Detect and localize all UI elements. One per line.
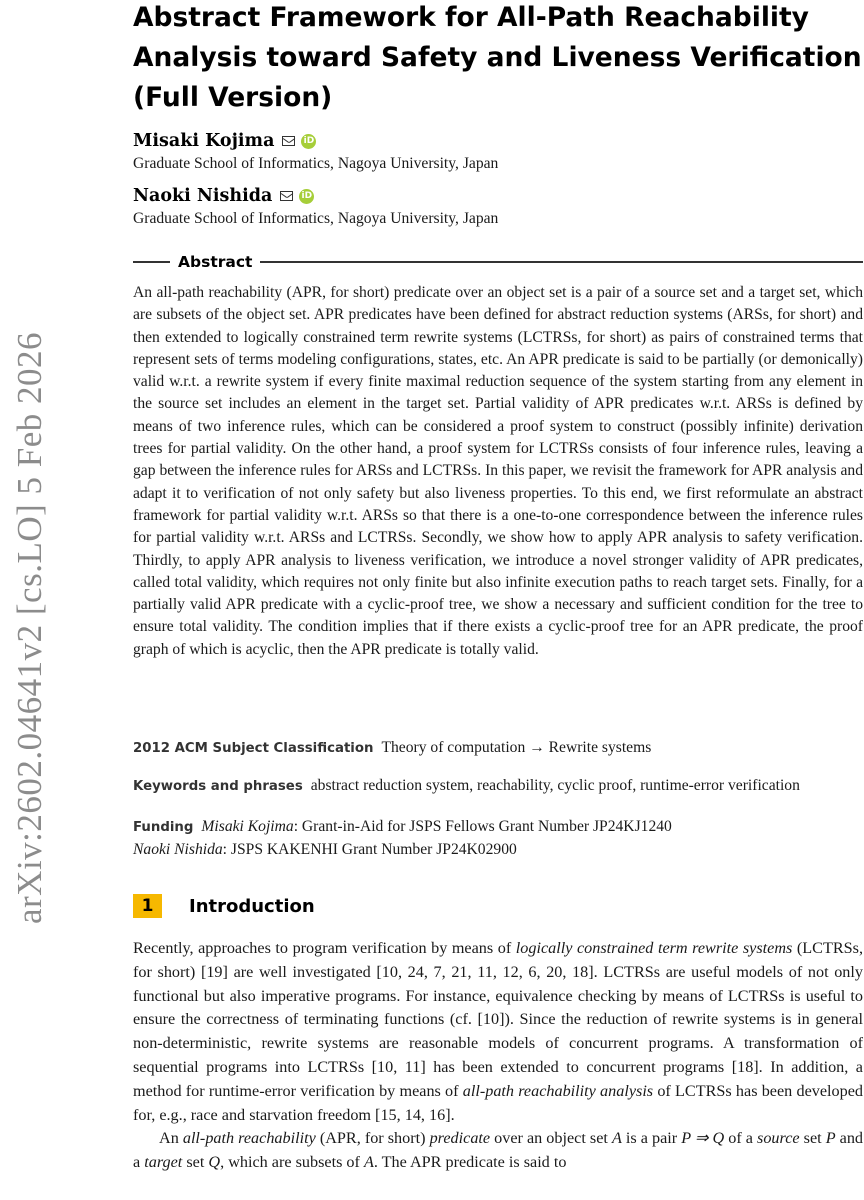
math: P ⇒ Q <box>681 1129 725 1148</box>
text-run: of LCTRSs has been developed for, e.g., race and starvation freedom [15, 14, 16]. <box>133 1081 864 1124</box>
acm-label: 2012 ACM Subject Classification <box>133 741 374 756</box>
paragraph <box>133 1127 863 1175</box>
section-title: Introduction <box>189 895 315 917</box>
paragraph <box>133 937 863 1127</box>
section-heading <box>133 893 315 919</box>
author-affiliation: Graduate School of Informatics, Nagoya University, Japan <box>133 210 499 227</box>
author-block <box>133 129 863 173</box>
math: A <box>611 1129 622 1148</box>
funding-name: Naoki Nishida <box>133 841 223 858</box>
text-run: Recently, approaches to program verification by means of <box>133 939 516 957</box>
text-run: is a pair <box>621 1129 682 1148</box>
mail-icon[interactable] <box>282 136 295 146</box>
author-affiliation: Graduate School of Informatics, Nagoya University, Japan <box>133 155 499 172</box>
abstract-heading <box>133 251 863 273</box>
arxiv-side-stamp <box>0 0 60 1200</box>
orcid-icon[interactable]: iD <box>299 189 314 204</box>
abstract-label: Abstract <box>178 253 253 271</box>
emphasis: target <box>144 1153 183 1172</box>
emphasis: predicate <box>429 1129 491 1148</box>
emphasis: source <box>757 1129 800 1148</box>
text-run: set <box>799 1129 826 1148</box>
arxiv-identifier: arXiv:2602.04641v2 [cs.LO] 5 Feb 2026 <box>10 331 49 925</box>
acm-classification <box>133 737 863 760</box>
funding-text: : Grant-in-Aid for JSPS Fellows Grant Number JP24KJ1240 <box>293 818 672 835</box>
math: A <box>363 1153 374 1172</box>
text-run: over an object set <box>490 1129 612 1148</box>
orcid-icon[interactable]: iD <box>301 134 316 149</box>
funding-label: Funding <box>133 820 194 835</box>
funding-name: Misaki Kojima <box>201 818 294 835</box>
section-number: 1 <box>133 894 162 918</box>
acm-value: Theory of computation → Rewrite systems <box>381 739 652 756</box>
keywords <box>133 775 863 798</box>
author-name: Misaki Kojima <box>133 131 275 151</box>
text-run: , which are subsets of <box>220 1153 364 1172</box>
text-run: . The APR predicate is said to <box>373 1153 567 1172</box>
text-run: (LCTRSs, for short) [19] are well investigated [10, 24, 7, 21, 11, 12, 6, 20, 18]. LCTRSs are useful models of not only functional but also imperative programs. For instance, equivalence checking by means of LCTRSs is useful to ensure the correctness of terminating functions (cf. [10]). Since the reduction of rewrite systems is in general non-deterministic, rewrite systems are reasonable models of concurrent programs. A transformation of sequential programs into LCTRSs [10, 11] has been extended to concurrent programs [18]. In addition, a method for runtime-error verification by means of <box>133 939 863 1100</box>
heading-rule <box>260 261 863 262</box>
math: Q <box>208 1153 221 1172</box>
text-run: (APR, for short) <box>315 1129 430 1148</box>
title-line: (Full Version) <box>133 82 333 113</box>
math: P <box>825 1129 836 1148</box>
funding <box>133 816 863 861</box>
funding-text: : JSPS KAKENHI Grant Number JP24K02900 <box>222 841 517 858</box>
keywords-value: abstract reduction system, reachability, cyclic proof, runtime-error verification <box>310 777 800 794</box>
keywords-label: Keywords and phrases <box>133 779 303 794</box>
mail-icon[interactable] <box>280 191 293 201</box>
emphasis: all-path reachability <box>182 1129 316 1148</box>
text-run: of a <box>724 1129 758 1148</box>
author-name: Naoki Nishida <box>133 186 273 206</box>
title-line: Abstract Framework for All-Path Reachability <box>133 2 809 33</box>
heading-rule <box>133 261 170 262</box>
text-run: set <box>182 1153 209 1172</box>
emphasis: all-path reachability analysis <box>462 1081 654 1100</box>
text-run: An <box>159 1129 183 1148</box>
emphasis: logically constrained term rewrite systems <box>515 939 793 957</box>
text-run: and a <box>133 1129 864 1172</box>
author-block <box>133 184 863 228</box>
abstract-text: An all-path reachability (APR, for short) predicate over an object set is a pair of a source set and a target set, which are subsets of the object set. APR predicates have been defined for abstract reduction systems (ARSs, for short) and then extended to logically constrained term rewrite systems (LCTRSs, for short) as pairs of constrained terms that represent sets of terms modeling configurations, states, etc. An APR predicate is said to be partially (or demonically) valid w.r.t. a rewrite system if every finite maximal reduction sequence of the system starting from any element in the source set includes an element in the target set. Partial validity of APR predicates w.r.t. ARSs is defined by means of two inference rules, which can be considered a proof system to construct (possibly infinite) derivation trees for partial validity. On the other hand, a proof system for LCTRSs consists of four inference rules, leaving a gap between the inference rules for ARSs and LCTRSs. In this paper, we revisit the framework for APR analysis and adapt it to verification of not only safety but also liveness properties. To this end, we first reformulate an abstract framework for partial validity w.r.t. ARSs so that there is a one-to-one correspondence between the inference rules for partial validity w.r.t. ARSs and LCTRSs. Secondly, we show how to apply APR analysis to safety verification. Thirdly, to apply APR analysis to liveness verification, we introduce a novel stronger validity of APR predicates, called total validity, which requires not only finite but also infinite execution paths to reach target sets. Finally, for a partially valid APR predicate with a cyclic-proof tree, we show a necessary and sufficient condition for the tree to ensure total validity. The condition implies that if there exists a cyclic-proof tree for an APR predicate, the proof graph of which is acyclic, then the APR predicate is totally valid. <box>133 284 863 658</box>
paper-title <box>133 0 863 118</box>
introduction-text <box>133 937 863 1175</box>
title-line: Analysis toward Safety and Liveness Verification <box>133 42 862 73</box>
